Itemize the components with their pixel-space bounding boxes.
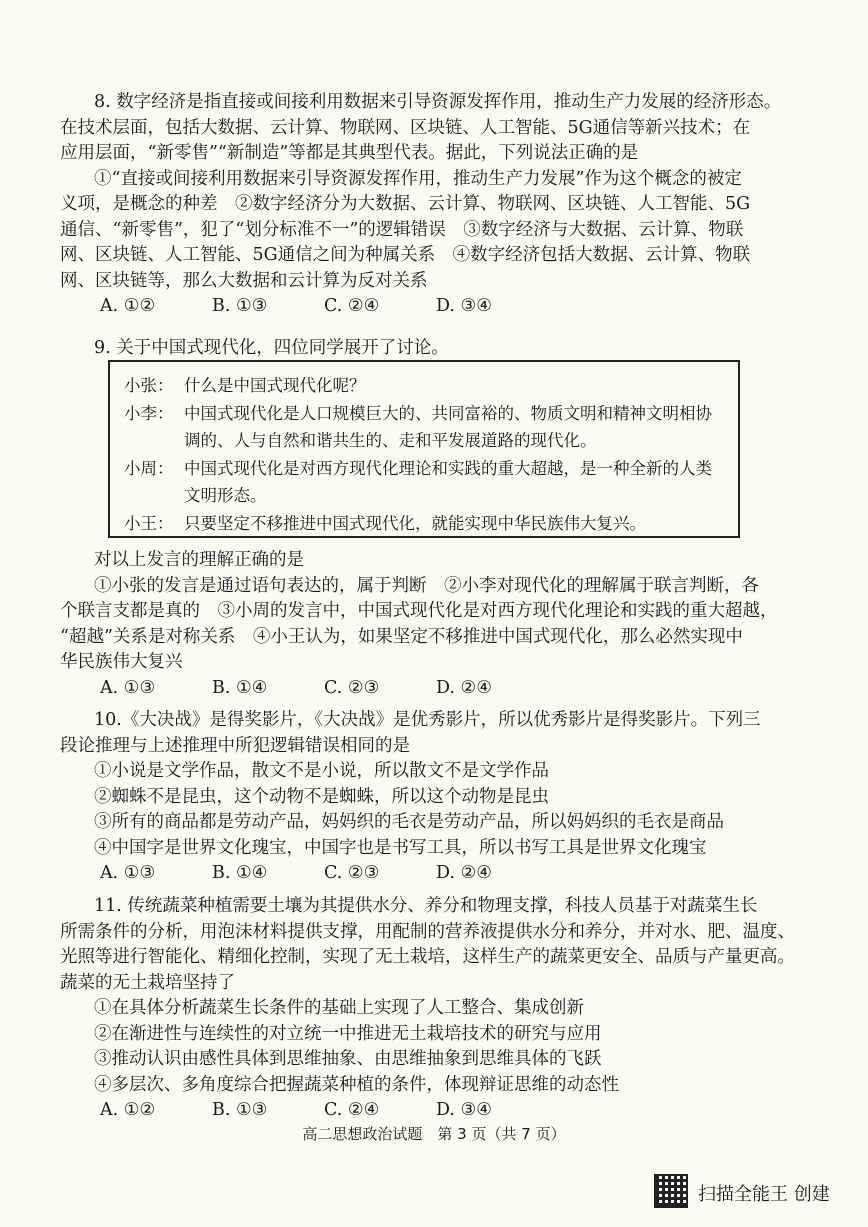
option-b: B. ①③ bbox=[212, 1100, 268, 1120]
q9-line: “超越”关系是对称关系 ④小王认为，如果坚定不移推进中国式现代化，那么必然实现中 bbox=[60, 626, 743, 647]
q10-line: 段论推理与上述推理中所犯逻辑错误相同的是 bbox=[60, 735, 410, 756]
option-c: C. ②④ bbox=[324, 296, 380, 316]
q11-item: ①在具体分析蔬菜生长条件的基础上实现了人工整合、集成创新 bbox=[94, 998, 584, 1018]
question-10 bbox=[60, 708, 830, 887]
q11-line: 蔬菜的无土栽培坚持了 bbox=[60, 972, 235, 993]
scanner-watermark: 扫描全能王 创建 bbox=[698, 1184, 830, 1205]
page-footer: 高二思想政治试题 第 3 页（共 7 页） bbox=[302, 1125, 566, 1143]
speech-text: 什么是中国式现代化呢？ bbox=[184, 376, 366, 395]
q8-options bbox=[60, 294, 830, 320]
option-c: C. ②③ bbox=[324, 863, 380, 883]
speaker-label: 小王： bbox=[124, 513, 174, 533]
q11-line: 所需条件的分析，用泡沫材料提供支撑，用配制的营养液提供水分和养分，并对水、肥、温度、 bbox=[60, 921, 795, 942]
speaker-label: 小周： bbox=[124, 458, 174, 478]
option-a: A. ①② bbox=[100, 296, 156, 316]
dialog-row bbox=[124, 455, 724, 510]
q11-line: 光照等进行智能化、精细化控制，实现了无土栽培，这样生产的蔬菜更安全、品质与产量更高。 bbox=[60, 947, 795, 967]
q8-line: ①“直接或间接利用数据来引导资源发挥作用，推动生产力发展”作为这个概念的被定 bbox=[94, 168, 742, 189]
option-b: B. ①③ bbox=[212, 296, 268, 316]
option-d: D. ③④ bbox=[436, 1100, 492, 1120]
q11-item: ②在渐进性与连续性的对立统一中推进无土栽培技术的研究与应用 bbox=[94, 1023, 602, 1044]
speech-text: 中国式现代化是人口规模巨大的、共同富裕的、物质文明和精神文明相协调的、人与自然和谐共生的、走和平发展道路的现代化。 bbox=[184, 403, 712, 450]
option-b: B. ①④ bbox=[212, 863, 268, 883]
q10-item: ③所有的商品都是劳动产品，妈妈织的毛衣是劳动产品，所以妈妈织的毛衣是商品 bbox=[94, 812, 724, 832]
q8-line: 网、区块链等，那么大数据和云计算为反对关系 bbox=[60, 270, 428, 291]
option-b: B. ①④ bbox=[212, 677, 268, 698]
question-11 bbox=[60, 894, 830, 1124]
q8-line: 通信、“新零售”，犯了“划分标准不一”的逻辑错误 ③数字经济与大数据、云计算、物联 bbox=[60, 219, 744, 240]
q8-line: 网、区块链、人工智能、5G通信之间为种属关系 ④数字经济包括大数据、云计算、物联 bbox=[60, 245, 751, 265]
question-9-stem bbox=[60, 336, 830, 362]
q8-line: 在技术层面，包括大数据、云计算、物联网、区块链、人工智能、5G通信等新兴技术；在 bbox=[60, 117, 751, 138]
option-a: A. ①③ bbox=[100, 863, 156, 883]
q11-item: ④多层次、多角度综合把握蔬菜种植的条件，体现辩证思维的动态性 bbox=[94, 1074, 619, 1095]
option-a: A. ①② bbox=[100, 1100, 156, 1120]
option-d: D. ②④ bbox=[436, 863, 492, 883]
option-d: D. ②④ bbox=[436, 677, 492, 698]
option-d: D. ③④ bbox=[436, 296, 492, 316]
q9-line: 华民族伟大复兴 bbox=[60, 652, 183, 672]
speaker-label: 小李： bbox=[124, 403, 174, 423]
option-c: C. ②④ bbox=[324, 1100, 380, 1120]
q8-line: 义项，是概念的种差 ②数字经济分为大数据、云计算、物联网、区块链、人工智能、5G bbox=[60, 194, 751, 214]
q9-prompt: 对以上发言的理解正确的是 bbox=[94, 550, 304, 570]
option-a: A. ①③ bbox=[100, 677, 156, 698]
question-9-body bbox=[60, 548, 830, 701]
speech-text: 中国式现代化是对西方现代化理论和实践的重大超越，是一种全新的人类文明形态。 bbox=[184, 458, 712, 505]
speech-text: 只要坚定不移推进中国式现代化，就能实现中华民族伟大复兴。 bbox=[184, 513, 646, 533]
q9-line: ①小张的发言是通过语句表达的，属于判断 ②小李对现代化的理解属于联言判断，各 bbox=[94, 575, 759, 596]
question-8 bbox=[60, 90, 830, 320]
q9-stem: 9. 关于中国式现代化，四位同学展开了讨论。 bbox=[94, 338, 449, 358]
q10-item: ④中国字是世界文化瑰宝，中国字也是书写工具，所以书写工具是世界文化瑰宝 bbox=[94, 837, 707, 858]
q10-line: 10.《大决战》是得奖影片，《大决战》是优秀影片，所以优秀影片是得奖影片。下列三 bbox=[94, 710, 761, 730]
dialog-row bbox=[124, 400, 724, 455]
dialog-box bbox=[108, 360, 740, 538]
q11-options bbox=[60, 1098, 830, 1124]
q10-options bbox=[60, 861, 830, 887]
q9-line: 个联言支都是真的 ③小周的发言中，中国式现代化是对西方现代化理论和实践的重大超越， bbox=[60, 601, 778, 621]
q10-item: ①小说是文学作品，散文不是小说，所以散文不是文学作品 bbox=[94, 761, 549, 781]
dialog-row bbox=[124, 510, 724, 538]
q11-item: ③推动认识由感性具体到思维抽象、由思维抽象到思维具体的飞跃 bbox=[94, 1049, 602, 1069]
q8-line: 应用层面，“新零售”“新制造”等都是其典型代表。据此，下列说法正确的是 bbox=[60, 143, 639, 163]
q8-line: 8. 数字经济是指直接或间接利用数据来引导资源发挥作用，推动生产力发展的经济形态。 bbox=[94, 92, 782, 112]
qr-code-icon bbox=[654, 1174, 688, 1208]
q11-line: 11. 传统蔬菜种植需要土壤为其提供水分、养分和物理支撑，科技人员基于对蔬菜生长 bbox=[94, 896, 758, 916]
dialog-row bbox=[124, 372, 724, 400]
q10-item: ②蜘蛛不是昆虫，这个动物不是蜘蛛，所以这个动物是昆虫 bbox=[94, 786, 549, 807]
speaker-label: 小张： bbox=[124, 376, 174, 395]
q9-options bbox=[60, 676, 830, 702]
option-c: C. ②③ bbox=[324, 677, 380, 698]
